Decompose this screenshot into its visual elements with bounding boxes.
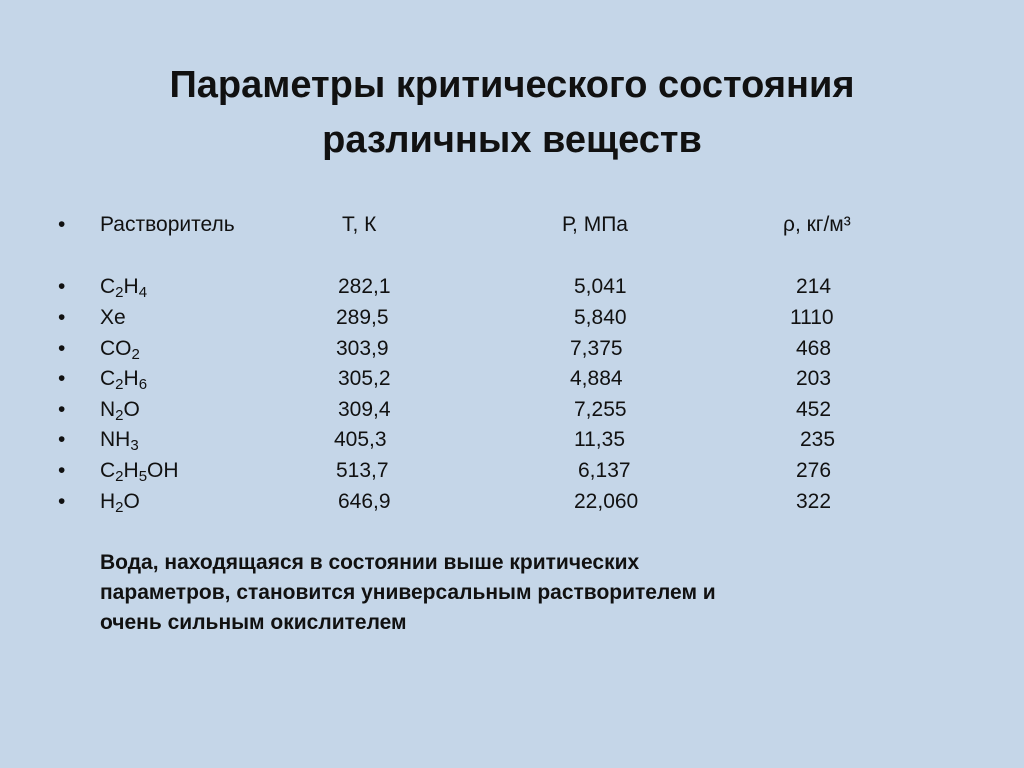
header-temperature: Т, К <box>342 213 377 236</box>
critical-temperature: 309,4 <box>338 398 391 421</box>
critical-density: 468 <box>796 337 832 360</box>
substance-formula: $H_2O$ <box>100 490 140 516</box>
bullet: • <box>58 306 66 329</box>
slide-title <box>0 58 1024 168</box>
bullet: • <box>58 490 66 513</box>
substance-formula: $C_2H_6$ <box>100 367 148 393</box>
critical-pressure: 4,884 <box>570 367 623 390</box>
header-pressure: Р, МПа <box>562 213 628 236</box>
table-row <box>0 303 1024 333</box>
substance-formula: $N_2O$ <box>100 398 140 424</box>
critical-temperature: 289,5 <box>336 306 389 329</box>
substance-formula: Xe <box>100 306 126 329</box>
table-row <box>0 364 1024 394</box>
table-row <box>0 272 1024 302</box>
conclusion-note <box>100 548 980 638</box>
table-row <box>0 334 1024 364</box>
bullet: • <box>58 428 66 451</box>
critical-pressure: 6,137 <box>578 459 631 482</box>
critical-density: 1110 <box>790 306 834 329</box>
critical-temperature: 513,7 <box>336 459 389 482</box>
table-row <box>0 425 1024 455</box>
critical-pressure: 11,35 <box>574 428 625 451</box>
bullet: • <box>58 275 66 298</box>
bullet: • <box>58 459 66 482</box>
substance-formula: $C_2H_5OH$ <box>100 459 179 485</box>
title-line-1: Параметры критического состояния <box>169 64 855 106</box>
bullet: • <box>58 367 66 390</box>
critical-temperature: 646,9 <box>338 490 391 513</box>
bullet: • <box>58 213 66 236</box>
substance-formula: $CO_2$ <box>100 337 140 363</box>
critical-density: 214 <box>796 275 832 298</box>
critical-temperature: 405,3 <box>334 428 387 451</box>
note-line-2: параметров, становится универсальным растворителем и <box>100 581 716 604</box>
substance-formula: $C_2H_4$ <box>100 275 148 301</box>
note-line-3: очень сильным окислителем <box>100 611 407 634</box>
critical-pressure: 5,041 <box>574 275 627 298</box>
critical-density: 276 <box>796 459 832 482</box>
critical-pressure: 7,255 <box>574 398 627 421</box>
critical-temperature: 282,1 <box>338 275 391 298</box>
critical-density: 452 <box>796 398 832 421</box>
header-solvent: Растворитель <box>100 213 235 236</box>
critical-temperature: 303,9 <box>336 337 389 360</box>
note-line-1: Вода, находящаяся в состоянии выше критических <box>100 551 640 574</box>
table-row <box>0 456 1024 486</box>
substance-formula: $NH_3$ <box>100 428 139 454</box>
critical-density: 235 <box>800 428 836 451</box>
critical-pressure: 7,375 <box>570 337 623 360</box>
table-header-row <box>0 210 1024 240</box>
bullet: • <box>58 398 66 421</box>
critical-density: 203 <box>796 367 832 390</box>
table-row <box>0 487 1024 517</box>
critical-temperature: 305,2 <box>338 367 391 390</box>
critical-pressure: 22,060 <box>574 490 639 513</box>
critical-density: 322 <box>796 490 832 513</box>
critical-pressure: 5,840 <box>574 306 627 329</box>
bullet: • <box>58 337 66 360</box>
title-line-2: различных веществ <box>322 119 702 161</box>
header-density: ρ, кг/м³ <box>783 213 851 236</box>
table-row <box>0 395 1024 425</box>
